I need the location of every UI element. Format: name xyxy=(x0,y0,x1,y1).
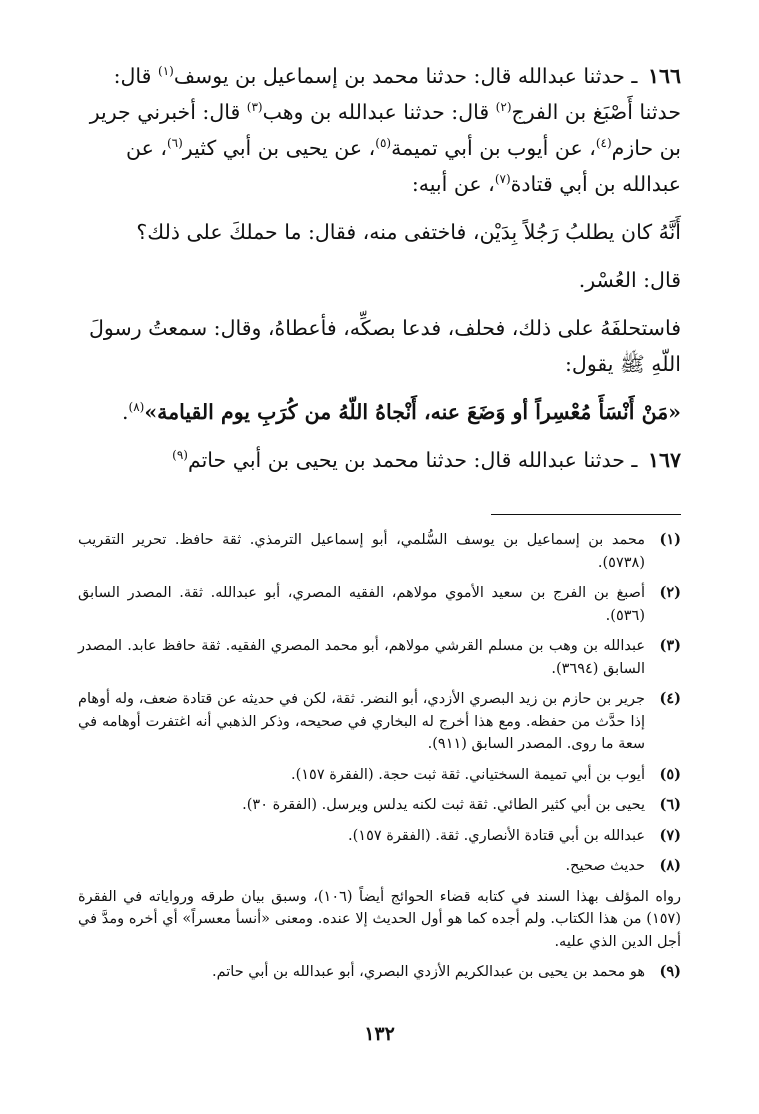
footnote-number: (٥) xyxy=(659,765,681,783)
footnote-number: (٧) xyxy=(659,826,681,844)
footnote-ref[interactable]: (١) xyxy=(158,64,174,79)
footnote-text: عبدالله بن أبي قتادة الأنصاري. ثقة. (الفقرة ١٥٧). xyxy=(348,827,645,844)
hadith-number: ١٦٧ xyxy=(647,448,681,472)
footnote xyxy=(78,961,681,984)
footnote-ref[interactable]: (٦) xyxy=(166,136,183,151)
isnad-line: ـ حدثنا عبدالله قال: حدثنا محمد بن إسماعيل بن يوسف xyxy=(173,64,638,88)
hadith-166 xyxy=(78,58,681,202)
hadith-number: ١٦٦ xyxy=(647,64,681,88)
prophetic-quote xyxy=(78,394,681,430)
footnote-ref[interactable]: (٣) xyxy=(246,100,263,115)
footnote-ref[interactable]: (٩) xyxy=(172,448,188,463)
isnad-line: قال: أخبرني جرير بن حازم xyxy=(89,100,681,160)
footnote xyxy=(78,855,681,878)
footnote-text: حديث صحيح. xyxy=(565,858,645,874)
footnote-ref[interactable]: (٢) xyxy=(495,100,512,115)
answer-paragraph: قال: العُسْر. xyxy=(578,268,681,292)
isnad-line: ـ حدثنا عبدالله قال: حدثنا محمد بن يحيى بن أبي حاتم xyxy=(187,448,638,472)
footnote-ref[interactable]: (٤) xyxy=(595,136,612,151)
footnote xyxy=(78,688,681,756)
footnote xyxy=(78,635,681,680)
footnote-number: (١) xyxy=(659,531,681,548)
footnote-number: (٤) xyxy=(659,690,681,707)
footnote xyxy=(78,529,681,574)
footnote-number: (٣) xyxy=(659,637,681,654)
footnote-ref[interactable]: (٥) xyxy=(375,136,392,151)
footnote-text: أيوب بن أبي تميمة السختياني. ثقة ثبت حجة. (الفقرة ١٥٧). xyxy=(290,766,645,783)
footnote xyxy=(78,825,681,848)
footnote-8-commentary: رواه المؤلف بهذا السند في كتابه قضاء الحوائج أيضاً (١٠٦)، وسبق بيان طرقه ورواياته في الفقرة (١٥٧) من هذا الكتاب. ولم أجده كما هو أول الحديث إلا عنده. ومعنى «أنسأ معسراً» أي أخره ومدَّ في أجل الدين الذي عليه. xyxy=(78,888,681,950)
footnote-number: (٨) xyxy=(659,857,681,874)
quote-text: «مَنْ أَنْسَأَ مُعْسِراً أو وَضَعَ عنه، أَنْجاهُ اللّهُ من كُرَبِ يوم القيامة» xyxy=(144,400,681,424)
footnote-text: محمد بن إسماعيل بن يوسف السُّلمي، أبو إسماعيل الترمذي. ثقة حافظ. تحرير التقريب (٥٧٣٨). xyxy=(78,532,645,571)
footnote xyxy=(78,764,681,787)
page xyxy=(78,58,681,1114)
footnote-text: أصبغ بن الفرج بن سعيد الأموي مولاهم، الفقيه المصري، أبو عبدالله. ثقة. المصدر السابق (٥٣٦). xyxy=(78,585,645,624)
footnote-text: جرير بن حازم بن زيد البصري الأزدي، أبو النضر. ثقة، لكن في حديثه عن قتادة ضعف، وله أوهام إذا حدَّث من حفظه. ومع هذا أخرج له البخاري في صحيحه، وذكر الذهبي أنه اغتفرت أوهامه في سعة ما روى. المصدر السابق (٩١١). xyxy=(78,691,645,752)
story-paragraph: أَنَّهُ كان يطلبُ رَجُلاً بِدَيْن، فاختفى منه، فقال: ما حملكَ على ذلك؟ xyxy=(136,220,681,244)
continuation-paragraph: فاستحلفَهُ على ذلك، فحلف، فدعا بصكِّه، فأعطاهُ، وقال: سمعتُ رسولَ اللّهِ ﷺ يقول: xyxy=(89,316,681,376)
quote-end: . xyxy=(121,400,129,424)
footnotes xyxy=(78,529,681,984)
isnad-line: ، عن عبدالله بن أبي قتادة xyxy=(125,136,681,196)
isnad-line: قال: حدثنا عبدالله بن وهب xyxy=(262,100,496,124)
footnote xyxy=(78,582,681,627)
footnote-text: يحيى بن أبي كثير الطائي. ثقة ثبت لكنه يدلس ويرسل. (الفقرة ٣٠). xyxy=(242,797,645,813)
footnote-ref[interactable]: (٧) xyxy=(494,172,511,187)
footnote-ref[interactable]: (٨) xyxy=(128,400,145,415)
footnote-number: (٢) xyxy=(659,584,681,601)
isnad-line: قال: حدثنا أَصْبَغ بن الفرج xyxy=(113,64,681,124)
isnad-line: ، عن أبيه: xyxy=(411,172,495,196)
footnote-text: عبدالله بن وهب بن مسلم القرشي مولاهم، أبو محمد المصري الفقيه. ثقة حافظ عابد. المصدر السابق (٣٦٩٤). xyxy=(78,638,645,677)
footnote xyxy=(78,794,681,817)
footnote-text: هو محمد بن يحيى بن عبدالكريم الأزدي البصري، أبو عبدالله بن أبي حاتم. xyxy=(212,964,645,980)
isnad-line: ، عن أيوب بن أبي تميمة xyxy=(391,136,596,160)
hadith-167 xyxy=(78,442,681,478)
footnote-number: (٦) xyxy=(659,796,681,813)
footnote-separator xyxy=(491,514,681,515)
page-number: ١٣٢ xyxy=(364,1023,395,1045)
footnote-number: (٩) xyxy=(659,963,681,980)
main-text xyxy=(78,58,681,478)
isnad-line: ، عن يحيى بن أبي كثير xyxy=(182,136,376,160)
